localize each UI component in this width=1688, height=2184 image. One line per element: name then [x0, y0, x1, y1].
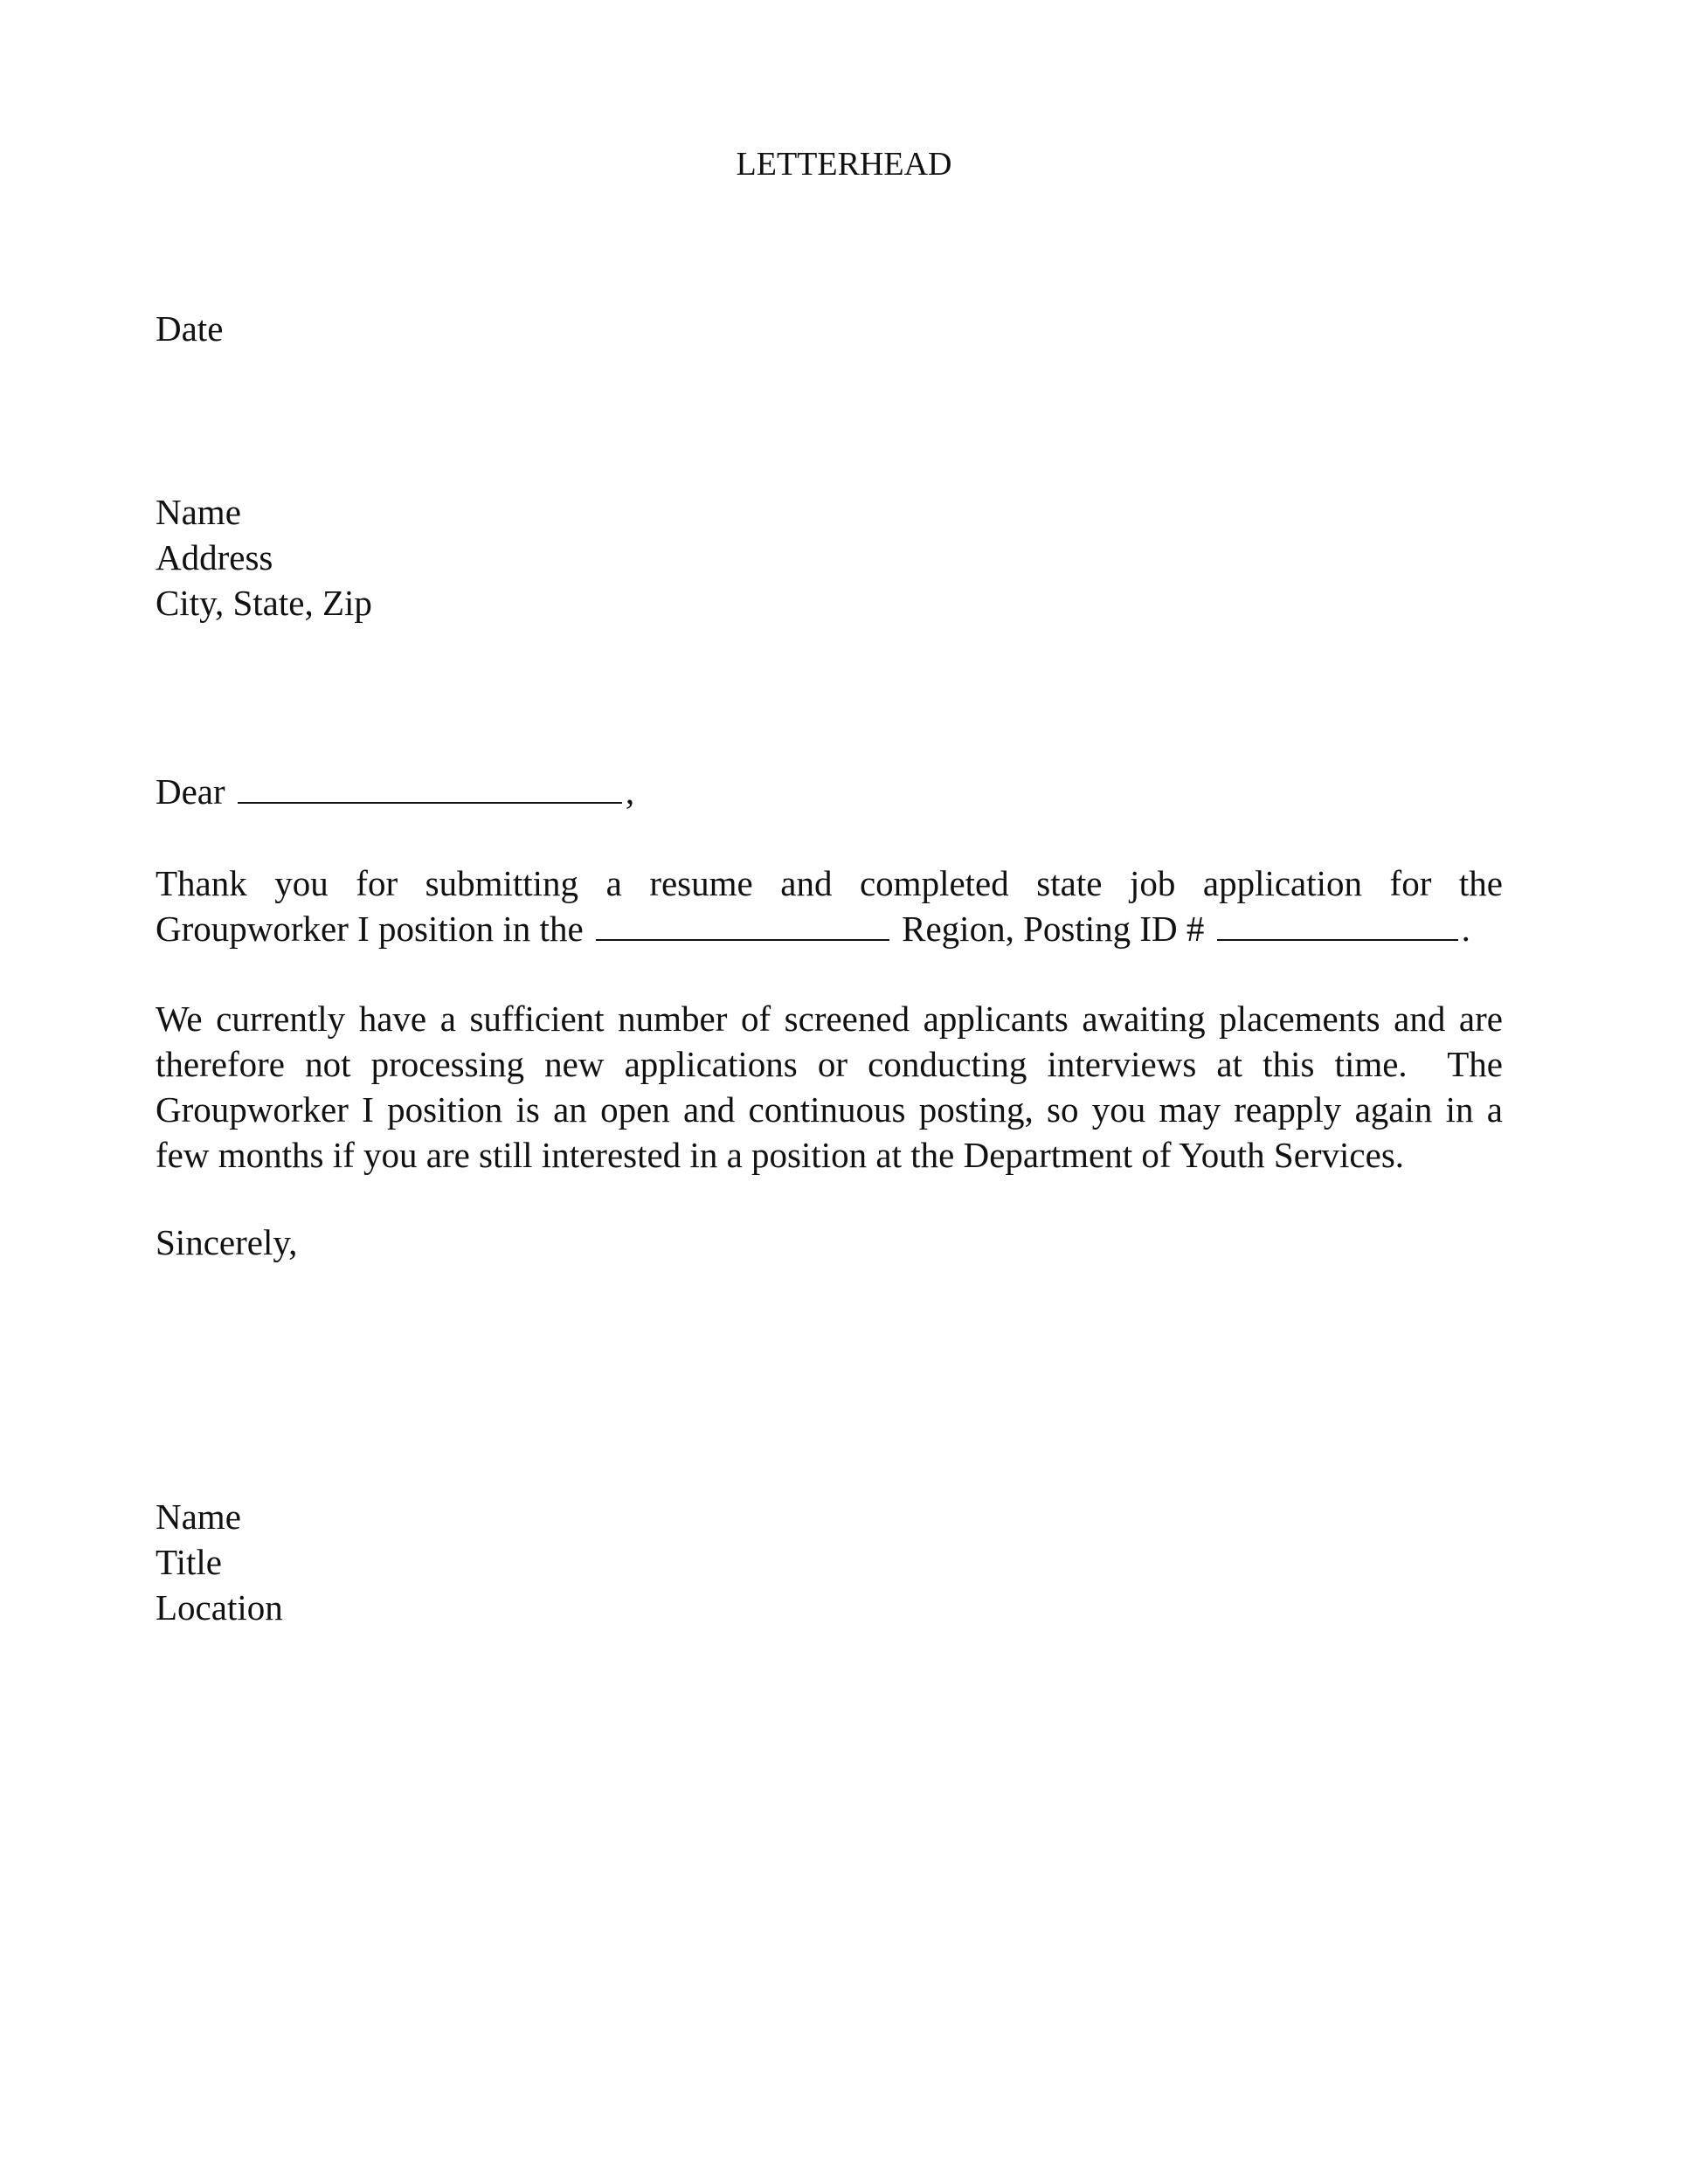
paragraph-2 — [156, 996, 1503, 1178]
salutation-suffix: , — [625, 771, 635, 812]
paragraph-2-line-4: few months if you are still interested in a position at the Department of Youth Services. — [156, 1135, 1405, 1175]
paragraph-1-line-2-middle: Region, Posting ID # — [902, 909, 1205, 949]
salutation-prefix: Dear — [156, 771, 225, 812]
recipient-name: Name — [156, 492, 241, 532]
paragraph-2-line-1: We currently have a sufficient number of screened applicants awaiting placements and are — [156, 999, 1503, 1039]
region-blank — [596, 908, 889, 941]
paragraph-1-line-1: Thank you for submitting a resume and completed state job application for the — [156, 863, 1503, 903]
signature-location: Location — [156, 1587, 283, 1628]
salutation-name-blank — [238, 771, 622, 804]
paragraph-1-line-2-start: Groupworker I position in the — [156, 909, 584, 949]
paragraph-2-line-3: Groupworker I position is an open and continuous posting, so you may reapply again in a — [156, 1089, 1503, 1130]
recipient-address-block — [156, 489, 372, 625]
salutation — [156, 769, 634, 814]
paragraph-1 — [156, 860, 1503, 951]
date-label: Date — [156, 308, 224, 349]
signature-title: Title — [156, 1542, 222, 1582]
signature-block — [156, 1494, 283, 1630]
letterhead: LETTERHEAD — [736, 146, 952, 183]
closing: Sincerely, — [156, 1222, 298, 1262]
paragraph-1-line-2 — [156, 906, 1503, 951]
recipient-city-state-zip: City, State, Zip — [156, 583, 372, 623]
paragraph-2-line-2: therefore not processing new applications or conducting interviews at this time. The — [156, 1044, 1503, 1084]
recipient-address: Address — [156, 537, 273, 577]
posting-id-blank — [1217, 908, 1458, 941]
paragraph-1-line-2-end: . — [1461, 909, 1470, 949]
signature-name: Name — [156, 1496, 241, 1537]
